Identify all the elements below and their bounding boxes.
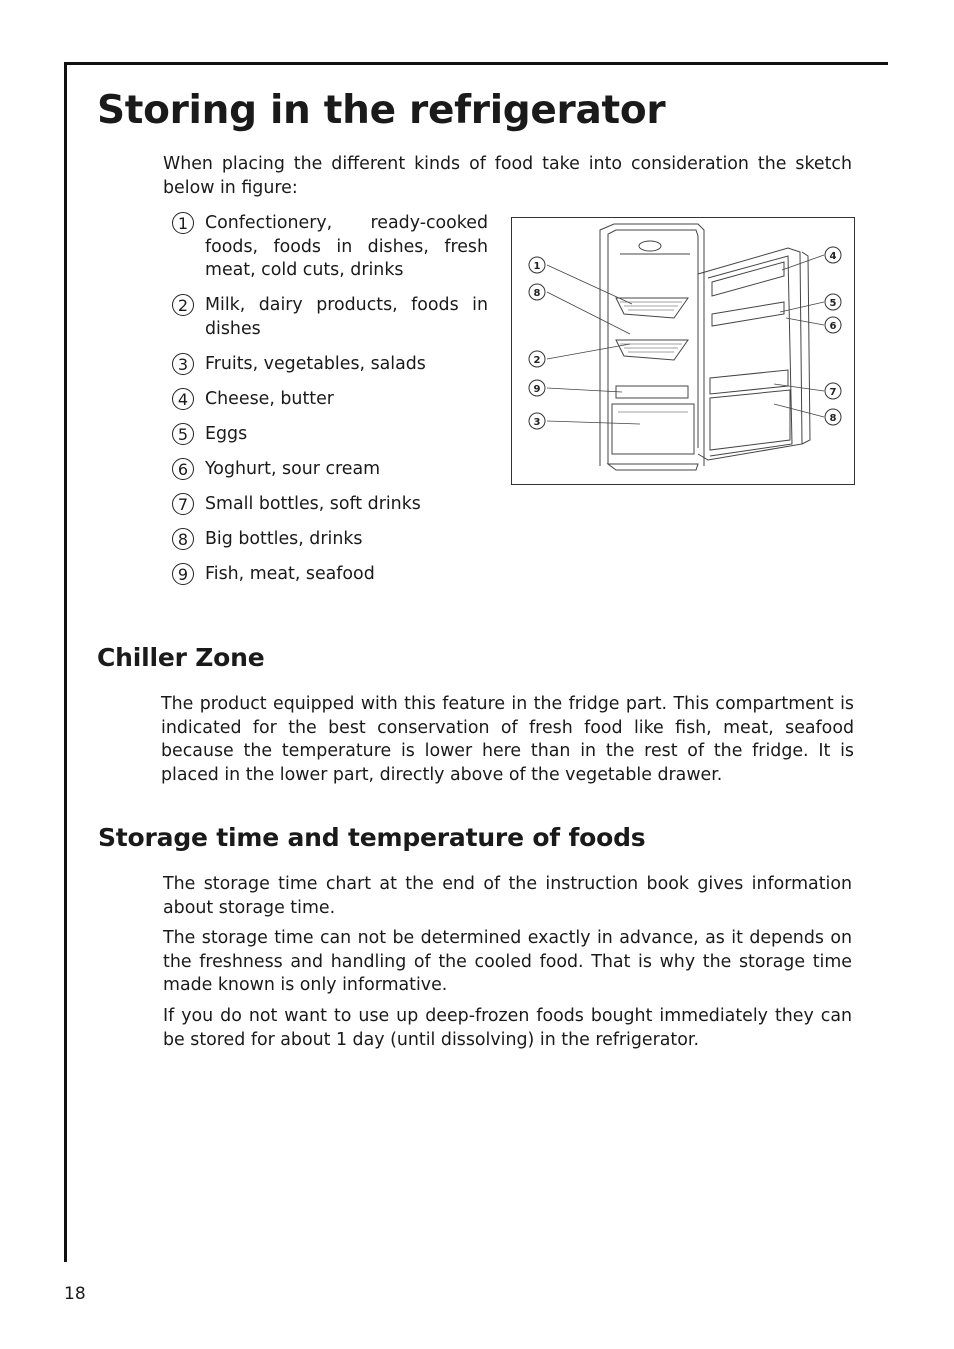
page-number: 18 <box>64 1284 86 1304</box>
callout-label: 8 <box>533 288 541 299</box>
legend-item <box>172 423 488 447</box>
legend-item <box>172 563 488 587</box>
number-badge: 5 <box>172 423 194 445</box>
number-badge: 2 <box>172 294 194 316</box>
number-badge: 3 <box>172 353 194 375</box>
callout-label: 1 <box>533 261 541 272</box>
chiller-zone-paragraph: The product equipped with this feature in the fridge part. This compartment is indicated for the best conservation of fresh food like fish, meat, seafood because the temperature is lower here than in the rest of the fridge. It is placed in the lower part, directly above of the vegetable drawer. <box>161 694 854 786</box>
legend-item <box>172 212 488 283</box>
number-badge: 4 <box>172 388 194 410</box>
left-rule <box>64 62 67 1262</box>
chiller-zone-heading: Chiller Zone <box>97 643 265 672</box>
legend-item <box>172 458 488 482</box>
number-badge: 9 <box>172 563 194 585</box>
callout-label: 5 <box>829 298 837 309</box>
fridge-sketch <box>511 217 855 485</box>
callout-label: 9 <box>533 384 541 395</box>
legend-label: Big bottles, drinks <box>205 528 363 549</box>
number-badge: 6 <box>172 458 194 480</box>
callout-label: 2 <box>533 355 541 366</box>
callout-label: 4 <box>829 251 837 262</box>
callout-label: 7 <box>829 387 837 398</box>
legend-label: Yoghurt, sour cream <box>205 458 381 479</box>
legend-label: Milk, dairy products, foods in dishes <box>205 295 488 339</box>
legend-item <box>172 294 488 341</box>
legend-item <box>172 388 488 412</box>
top-rule <box>64 62 888 65</box>
storage-paragraph-2: The storage time can not be determined exactly in advance, as it depends on the freshness and handling of the cooled food. That is why the storage time made known is only informative. <box>163 928 852 996</box>
legend-item <box>172 493 488 517</box>
intro-paragraph: When placing the different kinds of food take into consideration the sketch below in figure: <box>163 154 852 198</box>
fridge-drawing <box>512 218 854 484</box>
legend-label: Small bottles, soft drinks <box>205 493 421 514</box>
legend-label: Confectionery, ready-cooked foods, foods in dishes, fresh meat, cold cuts, drinks <box>205 213 488 280</box>
callout-label: 6 <box>829 321 837 332</box>
number-badge: 8 <box>172 528 194 550</box>
storage-time-heading: Storage time and temperature of foods <box>98 823 646 852</box>
callout-label: 8 <box>829 413 837 424</box>
legend-item <box>172 528 488 552</box>
callout-label: 3 <box>533 417 541 428</box>
number-badge: 1 <box>172 212 194 234</box>
legend-label: Eggs <box>205 423 248 444</box>
page-title: Storing in the refrigerator <box>97 88 666 133</box>
food-legend-list <box>172 212 488 598</box>
legend-label: Fish, meat, seafood <box>205 563 375 584</box>
storage-paragraph-3: If you do not want to use up deep-frozen foods bought immediately they can be stored for about 1 day (until dissolving) in the refrigerator. <box>163 1006 852 1050</box>
legend-label: Cheese, butter <box>205 388 334 409</box>
number-badge: 7 <box>172 493 194 515</box>
legend-label: Fruits, vegetables, salads <box>205 353 426 374</box>
legend-item <box>172 353 488 377</box>
storage-paragraph-1: The storage time chart at the end of the instruction book gives information about storage time. <box>163 874 852 918</box>
